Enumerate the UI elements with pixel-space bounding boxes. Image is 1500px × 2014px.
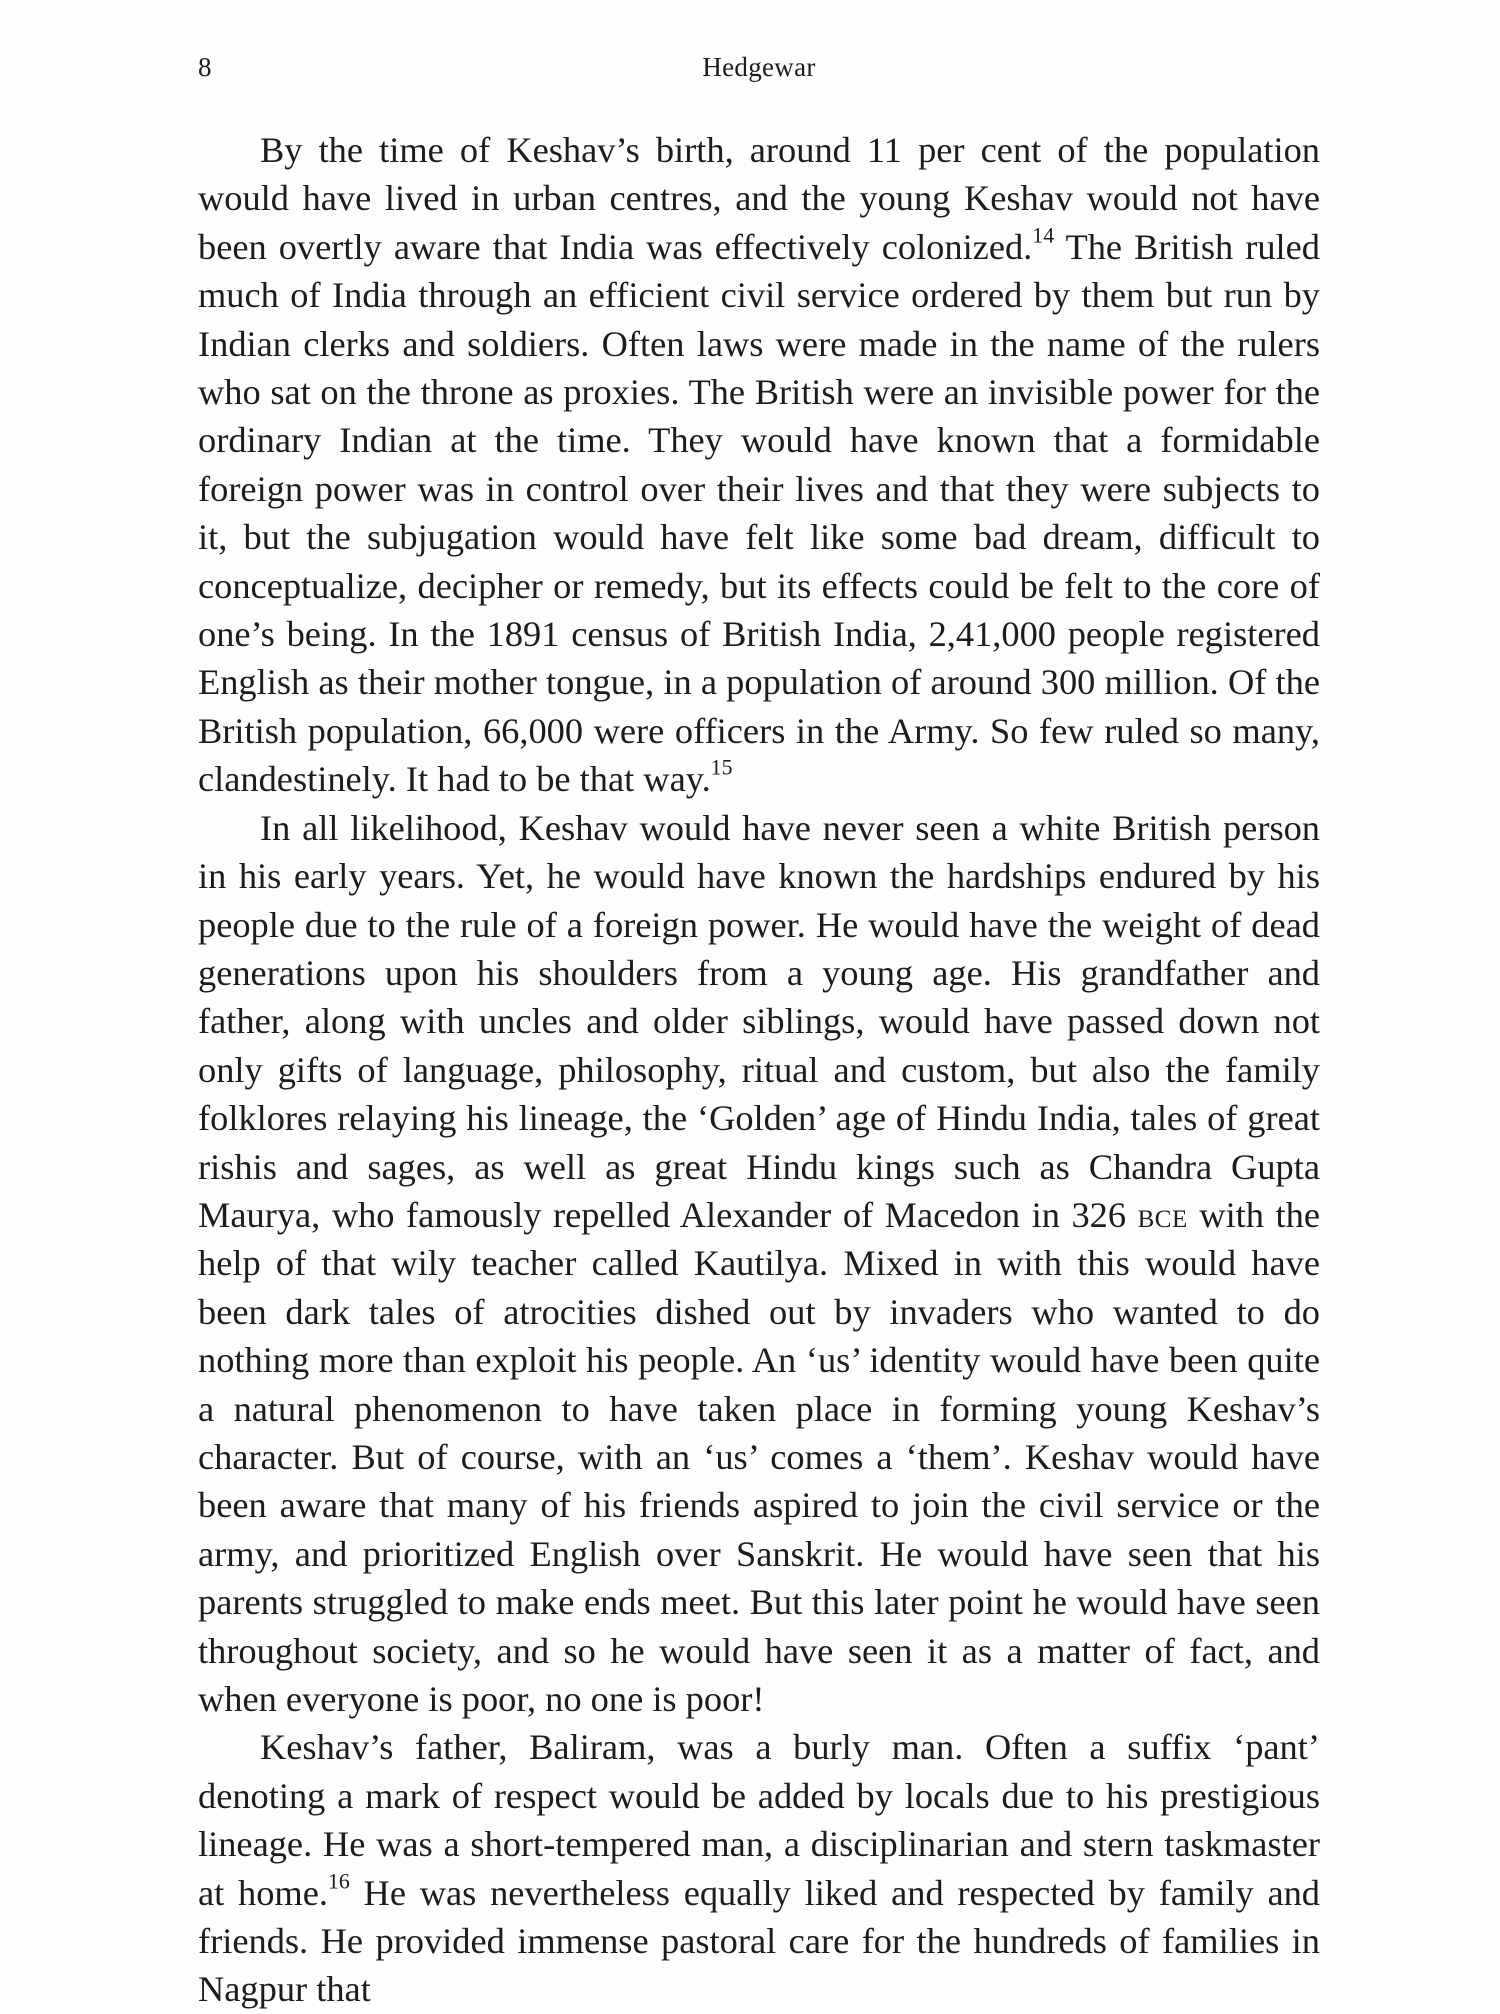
paragraph	[198, 126, 1320, 804]
footnote-marker: 15	[710, 755, 733, 780]
text-segment: In all likelihood, Keshav would have never seen a white British person in his early years. Yet, he would have known the hardships endured by his people due to the rule of a foreign power. He would have the weight of dead generations upon his shoulders from a young age. His grandfather and father, along with uncles and older siblings, would have passed down not only gifts of language, philosophy, ritual and custom, but also the family folklores relaying his lineage, the ‘Golden’ age of Hindu India, tales of great rishis and sages, as well as great Hindu kings such as Chandra Gupta Maurya, who famously repelled Alexander of Macedon in 326	[198, 807, 1320, 1235]
era-abbreviation: bce	[1137, 1194, 1188, 1235]
footnote-marker: 14	[1032, 223, 1055, 248]
text-segment: Keshav’s father, Baliram, was a burly man. Often a suffix ‘pant’ denoting a mark of respect would be added by locals due to his prestigious lineage. He was a short-tempered man, a disciplinarian and stern taskmaster at home.	[198, 1727, 1320, 1913]
page-header	[198, 52, 1320, 92]
text-segment: By the time of Keshav’s birth, around 11 per cent of the population would have lived in urban centres, and the young Keshav would not have been overtly aware that India was effectively colonized.	[198, 130, 1320, 267]
footnote-marker: 16	[327, 1869, 350, 1894]
paragraph	[198, 804, 1320, 1724]
body-text	[198, 126, 1320, 2014]
text-segment: The British ruled much of India through an efficient civil service ordered by them but run by Indian clerks and soldiers. Often laws were made in the name of the rulers who sat on the throne as proxies. The British were an invisible power for the ordinary Indian at the time. They would have known that a formidable foreign power was in control over their lives and that they were subjects to it, but the subjugation would have felt like some bad dream, difficult to conceptualize, decipher or remedy, but its effects could be felt to the core of one’s being. In the 1891 census of British India, 2,41,000 people registered English as their mother tongue, in a population of around 300 million. Of the British population, 66,000 were officers in the Army. So few ruled so many, clandestinely. It had to be that way.	[198, 226, 1320, 800]
running-head: Hedgewar	[702, 52, 816, 82]
paragraph	[198, 1723, 1320, 2013]
page-number: 8	[198, 52, 212, 82]
text-segment: with the help of that wily teacher called Kautilya. Mixed in with this would have been dark tales of atrocities dished out by invaders who wanted to do nothing more than exploit his people. An ‘us’ identity would have been quite a natural phenomenon to have taken place in forming young Keshav’s character. But of course, with an ‘us’ comes a ‘them’. Keshav would have been aware that many of his friends aspired to join the civil service or the army, and prioritized English over Sanskrit. He would have seen that his parents struggled to make ends meet. But this later point he would have seen throughout society, and so he would have seen it as a matter of fact, and when everyone is poor, no one is poor!	[198, 1194, 1320, 1719]
text-segment: He was nevertheless equally liked and respected by family and friends. He provided immense pastoral care for the hundreds of families in Nagpur that	[198, 1872, 1320, 2010]
